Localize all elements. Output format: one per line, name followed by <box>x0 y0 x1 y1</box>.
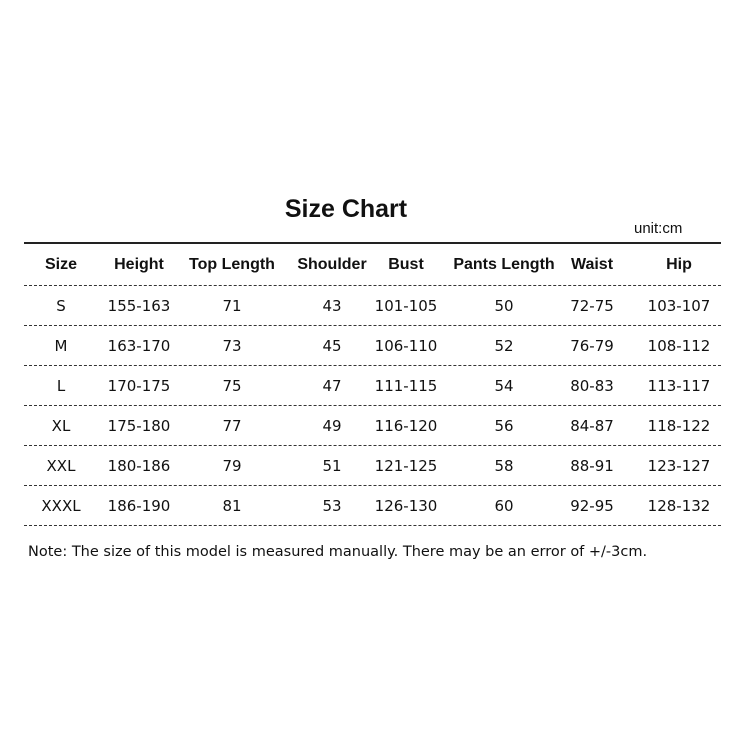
cell-waist: 84-87 <box>570 416 614 435</box>
cell-top-length: 81 <box>222 496 242 515</box>
cell-pants-length: 54 <box>494 376 514 395</box>
cell-bust: 126-130 <box>374 496 438 515</box>
cell-waist: 76-79 <box>570 336 614 355</box>
cell-shoulder: 51 <box>322 456 342 475</box>
cell-top-length: 73 <box>222 336 242 355</box>
header-waist: Waist <box>570 255 614 273</box>
table-row <box>24 446 721 486</box>
cell-pants-length: 60 <box>494 496 514 515</box>
header-height: Height <box>114 255 164 273</box>
cell-waist: 80-83 <box>570 376 614 395</box>
cell-bust: 101-105 <box>374 296 438 315</box>
unit-label: unit:cm <box>634 220 683 237</box>
cell-shoulder: 43 <box>322 296 342 315</box>
size-table <box>24 242 721 526</box>
cell-top-length: 71 <box>222 296 242 315</box>
cell-top-length: 79 <box>222 456 242 475</box>
cell-height: 180-186 <box>107 456 171 475</box>
cell-hip: 113-117 <box>647 376 711 395</box>
cell-hip: 123-127 <box>647 456 711 475</box>
chart-title: Size Chart <box>284 195 408 223</box>
cell-hip: 103-107 <box>647 296 711 315</box>
header-bust: Bust <box>388 255 424 273</box>
cell-size: L <box>56 376 66 395</box>
cell-waist: 72-75 <box>570 296 614 315</box>
table-header-row <box>24 242 721 286</box>
cell-size: M <box>54 336 68 355</box>
cell-shoulder: 45 <box>322 336 342 355</box>
cell-bust: 121-125 <box>374 456 438 475</box>
table-row <box>24 326 721 366</box>
cell-height: 175-180 <box>107 416 171 435</box>
cell-bust: 116-120 <box>374 416 438 435</box>
cell-height: 155-163 <box>107 296 171 315</box>
cell-hip: 118-122 <box>647 416 711 435</box>
cell-top-length: 77 <box>222 416 242 435</box>
header-top-length: Top Length <box>189 255 275 273</box>
table-row <box>24 486 721 526</box>
cell-hip: 108-112 <box>647 336 711 355</box>
cell-shoulder: 47 <box>322 376 342 395</box>
table-row <box>24 286 721 326</box>
cell-top-length: 75 <box>222 376 242 395</box>
cell-pants-length: 52 <box>494 336 514 355</box>
cell-height: 170-175 <box>107 376 171 395</box>
cell-shoulder: 53 <box>322 496 342 515</box>
cell-size: XXL <box>46 456 76 475</box>
cell-size: XL <box>51 416 71 435</box>
cell-waist: 88-91 <box>570 456 614 475</box>
cell-height: 163-170 <box>107 336 171 355</box>
table-row <box>24 406 721 446</box>
cell-waist: 92-95 <box>570 496 614 515</box>
measurement-note: Note: The size of this model is measured manually. There may be an error of +/-3cm. <box>28 544 648 560</box>
cell-shoulder: 49 <box>322 416 342 435</box>
cell-pants-length: 50 <box>494 296 514 315</box>
header-shoulder: Shoulder <box>297 255 367 273</box>
cell-size: XXXL <box>41 496 81 515</box>
header-hip: Hip <box>666 255 692 273</box>
cell-hip: 128-132 <box>647 496 711 515</box>
cell-height: 186-190 <box>107 496 171 515</box>
cell-pants-length: 56 <box>494 416 514 435</box>
header-pants-length: Pants Length <box>453 255 555 273</box>
cell-size: S <box>56 296 66 315</box>
table-row <box>24 366 721 406</box>
cell-pants-length: 58 <box>494 456 514 475</box>
cell-bust: 111-115 <box>374 376 438 395</box>
header-size: Size <box>44 255 77 273</box>
cell-bust: 106-110 <box>374 336 438 355</box>
